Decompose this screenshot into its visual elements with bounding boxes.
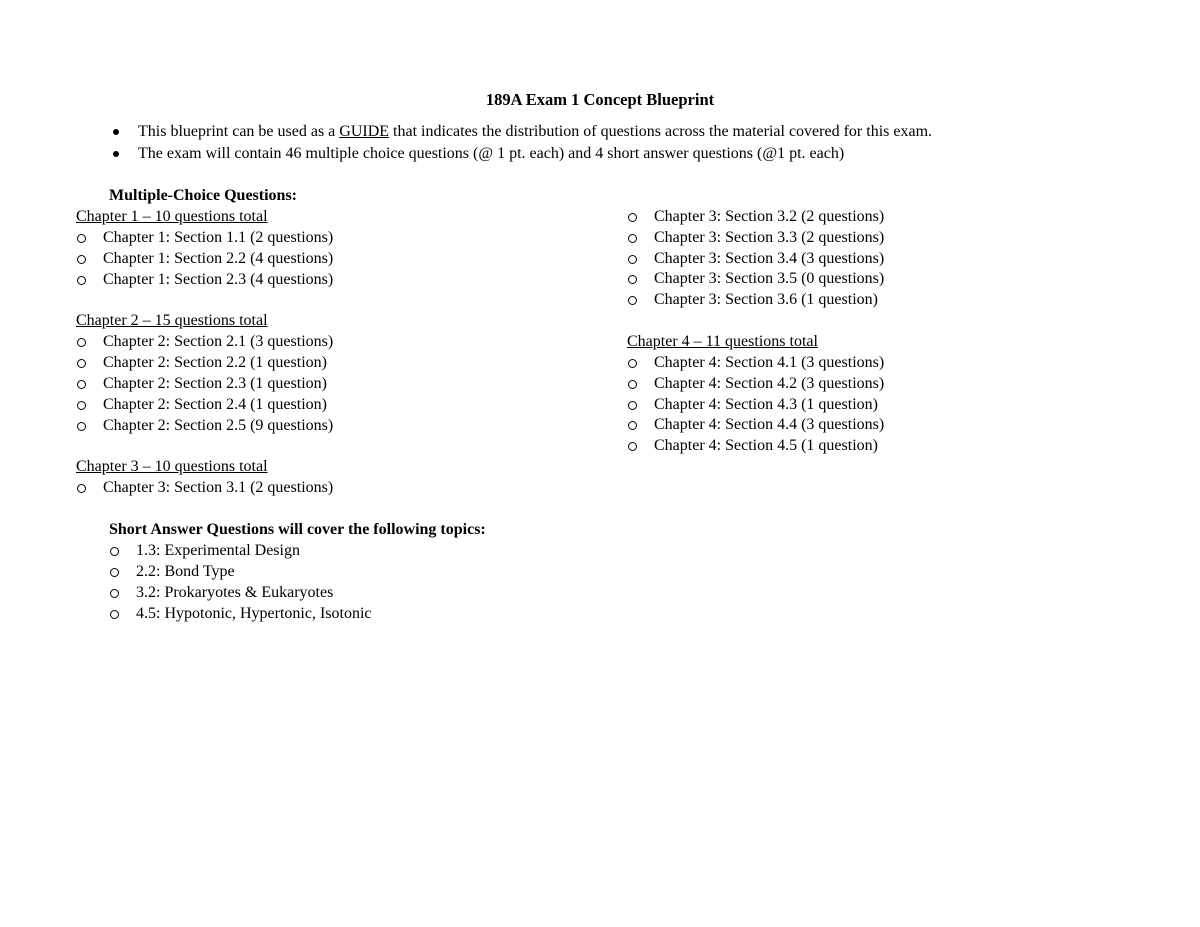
list-item-text: 3.2: Prokaryotes & Eukaryotes <box>136 583 334 601</box>
spacer <box>76 436 486 457</box>
circle-bullet-icon <box>110 589 119 598</box>
list-item <box>76 395 486 416</box>
circle-bullet-icon <box>77 234 86 243</box>
circle-bullet-icon <box>77 255 86 264</box>
chapter-2-heading: Chapter 2 – 15 questions total <box>76 312 268 330</box>
right-column <box>627 207 884 457</box>
list-item <box>627 353 884 374</box>
list-item <box>76 416 486 437</box>
circle-bullet-icon <box>77 484 86 493</box>
list-item-text: 4.5: Hypotonic, Hypertonic, Isotonic <box>136 604 372 622</box>
mc-heading: Multiple-Choice Questions: <box>109 187 297 204</box>
list-item <box>627 415 884 436</box>
list-item-text: Chapter 2: Section 2.1 (3 questions) <box>103 333 334 351</box>
list-item <box>76 270 486 291</box>
circle-bullet-icon <box>628 213 637 222</box>
intro-line2: The exam will contain 46 multiple choice questions (@ 1 pt. each) and 4 short answer questions (@1 pt. each) <box>138 145 845 162</box>
left-column <box>76 186 486 624</box>
short-answer-heading: Short Answer Questions will cover the following topics: <box>109 521 486 539</box>
circle-bullet-icon <box>628 296 637 305</box>
list-item-text: Chapter 4: Section 4.4 (3 questions) <box>654 416 885 434</box>
short-answer-block <box>109 520 486 624</box>
circle-bullet-icon <box>77 422 86 431</box>
list-item <box>76 249 486 270</box>
circle-bullet-icon <box>628 275 637 284</box>
short-answer-list <box>109 541 486 624</box>
bullet-dot-icon <box>113 129 119 135</box>
list-item <box>627 436 884 457</box>
intro-line1-emph: GUIDE <box>339 123 390 140</box>
list-item-text: Chapter 3: Section 3.6 (1 question) <box>654 291 878 309</box>
circle-bullet-icon <box>628 234 637 243</box>
circle-bullet-icon <box>110 547 119 556</box>
list-item <box>627 228 884 249</box>
chapter-3-heading: Chapter 3 – 10 questions total <box>76 458 268 476</box>
circle-bullet-icon <box>110 568 119 577</box>
list-item-text: Chapter 3: Section 3.1 (2 questions) <box>103 479 334 497</box>
list-item-text: Chapter 3: Section 3.3 (2 questions) <box>654 228 885 246</box>
document-title: 189A Exam 1 Concept Blueprint <box>485 90 715 109</box>
chapter-2-list <box>76 332 486 436</box>
list-item-text: 1.3: Experimental Design <box>136 542 300 560</box>
list-item-text: Chapter 3: Section 3.4 (3 questions) <box>654 249 885 267</box>
circle-bullet-icon <box>628 380 637 389</box>
list-item <box>76 332 486 353</box>
list-item <box>109 562 486 583</box>
intro-bullets <box>111 122 932 166</box>
list-item-text: 2.2: Bond Type <box>136 562 235 580</box>
chapter-3-list-left <box>76 478 486 499</box>
intro-line1-pre: This blueprint can be used as a <box>138 123 340 140</box>
list-item <box>627 269 884 290</box>
list-item <box>109 604 486 625</box>
list-item-text: Chapter 2: Section 2.4 (1 question) <box>103 395 327 413</box>
bullet-dot-icon <box>113 151 119 157</box>
list-item-text: Chapter 4: Section 4.5 (1 question) <box>654 437 878 455</box>
list-item <box>627 374 884 395</box>
circle-bullet-icon <box>77 380 86 389</box>
circle-bullet-icon <box>628 255 637 264</box>
circle-bullet-icon <box>77 359 86 368</box>
list-item-text: Chapter 4: Section 4.3 (1 question) <box>654 395 878 413</box>
chapter-4-heading: Chapter 4 – 11 questions total <box>627 332 818 350</box>
circle-bullet-icon <box>628 359 637 368</box>
list-item <box>627 395 884 416</box>
circle-bullet-icon <box>77 276 86 285</box>
list-item <box>109 541 486 562</box>
circle-bullet-icon <box>110 610 119 619</box>
circle-bullet-icon <box>628 421 637 430</box>
list-item <box>627 290 884 311</box>
chapter-3-list-right <box>627 207 884 311</box>
spacer <box>76 499 486 520</box>
list-item <box>627 249 884 270</box>
list-item-text: Chapter 4: Section 4.1 (3 questions) <box>654 353 885 371</box>
circle-bullet-icon <box>628 401 637 410</box>
intro-line1-post: that indicates the distribution of questions across the material covered for this exam. <box>389 123 933 140</box>
list-item <box>76 478 486 499</box>
chapter-1-heading: Chapter 1 – 10 questions total <box>76 208 268 225</box>
list-item <box>627 207 884 228</box>
circle-bullet-icon <box>77 401 86 410</box>
list-item-text: Chapter 3: Section 3.5 (0 questions) <box>654 270 885 288</box>
list-item <box>76 374 486 395</box>
list-item <box>109 583 486 604</box>
list-item-text: Chapter 2: Section 2.5 (9 questions) <box>103 416 334 434</box>
list-item-text: Chapter 1: Section 2.3 (4 questions) <box>103 270 334 288</box>
list-item-text: Chapter 1: Section 1.1 (2 questions) <box>103 229 334 246</box>
chapter-4-list <box>627 353 884 457</box>
list-item <box>76 353 486 374</box>
circle-bullet-icon <box>628 442 637 451</box>
spacer <box>76 290 486 311</box>
chapter-1-list <box>76 228 486 290</box>
intro-bullet-guide <box>111 122 932 144</box>
list-item-text: Chapter 2: Section 2.3 (1 question) <box>103 374 327 392</box>
spacer <box>627 311 884 332</box>
list-item <box>76 228 486 249</box>
list-item-text: Chapter 3: Section 3.2 (2 questions) <box>654 208 885 225</box>
intro-bullet-exam-info <box>111 144 932 166</box>
list-item-text: Chapter 4: Section 4.2 (3 questions) <box>654 374 885 392</box>
list-item-text: Chapter 1: Section 2.2 (4 questions) <box>103 249 334 267</box>
circle-bullet-icon <box>77 338 86 347</box>
list-item-text: Chapter 2: Section 2.2 (1 question) <box>103 354 327 372</box>
